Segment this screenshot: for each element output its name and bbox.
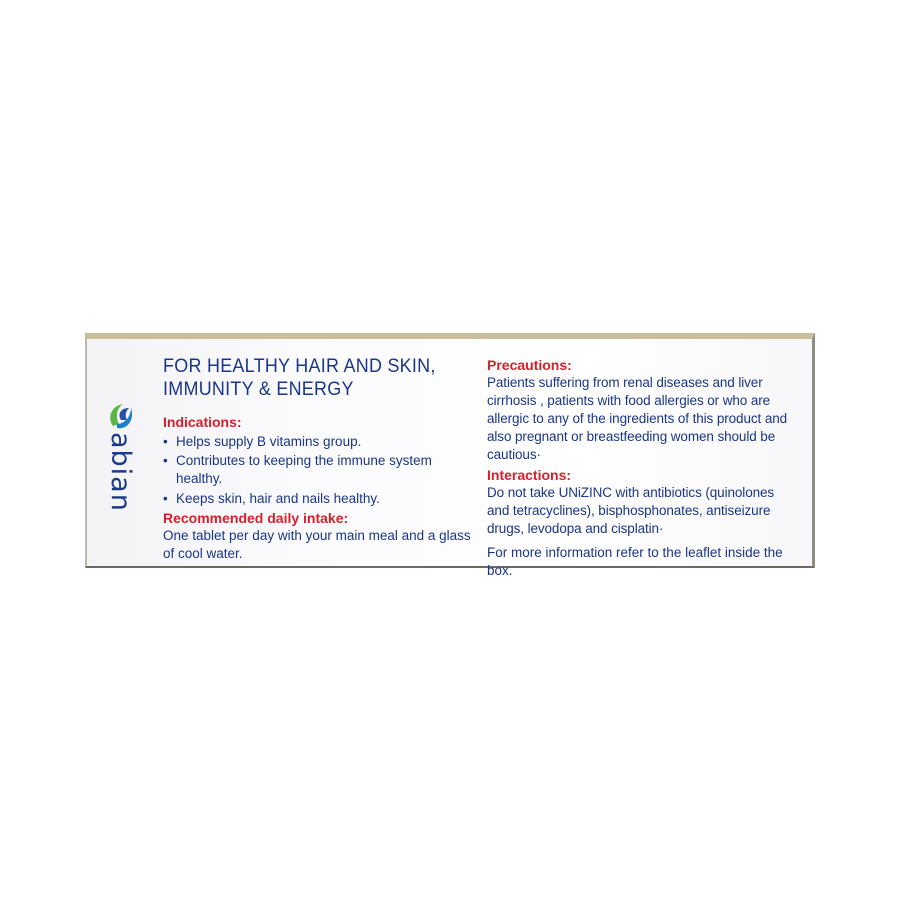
daily-intake-heading: Recommended daily intake: bbox=[163, 510, 349, 526]
interactions-text: Do not take UNiZINC with antibiotics (quinolones and tetracyclines), bisphosphonates, antiseizure drugs, levodopa and cisplatin· bbox=[487, 485, 775, 536]
left-column bbox=[163, 413, 483, 563]
precautions-heading: Precautions: bbox=[487, 357, 572, 373]
brand-swirl-icon bbox=[107, 400, 135, 430]
daily-intake-text: One tablet per day with your main meal and a glass of cool water. bbox=[163, 528, 471, 561]
brand-name: abian bbox=[105, 432, 136, 512]
indication-item: • Helps supply B vitamins group. bbox=[163, 433, 483, 451]
indication-item: • Contributes to keeping the immune system healthy. bbox=[163, 452, 466, 488]
right-column bbox=[487, 356, 799, 580]
headline-line-2: IMMUNITY & ENERGY bbox=[163, 378, 354, 400]
indications-heading: Indications: bbox=[163, 414, 242, 430]
indications-list bbox=[163, 433, 483, 508]
headline-line-1: FOR HEALTHY HAIR AND SKIN, bbox=[163, 355, 436, 377]
brand-logo bbox=[103, 400, 137, 520]
more-info-text: For more information refer to the leaflet inside the box. bbox=[487, 545, 783, 578]
interactions-heading: Interactions: bbox=[487, 467, 572, 483]
product-headline bbox=[163, 355, 439, 401]
precautions-text: Patients suffering from renal diseases and liver cirrhosis , patients with food allergies or who are allergic to any of the ingredients of this product and also pregnant or breastfeeding women should be cautious· bbox=[487, 375, 788, 462]
indication-item: • Keeps skin, hair and nails healthy. bbox=[163, 490, 483, 508]
